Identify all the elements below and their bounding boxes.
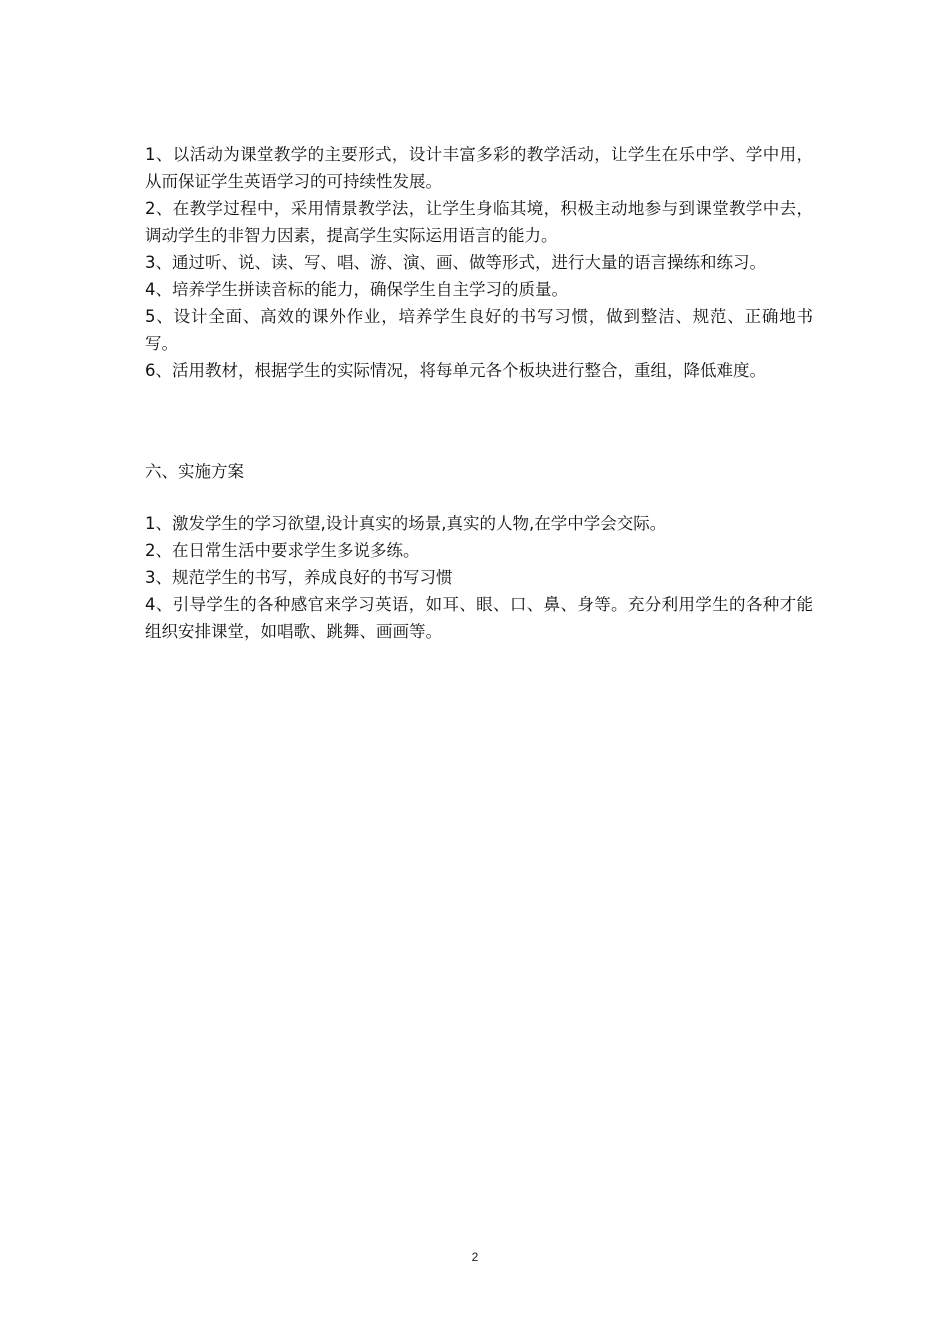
methods-item-5: 5、设计全面、高效的课外作业，培养学生良好的书写习惯，做到整洁、规范、正确地书写。 [145,307,813,353]
implementation-item-4: 4、引导学生的各种感官来学习英语，如耳、眼、口、鼻、身等。充分利用学生的各种才能组织安排课堂，如唱歌、跳舞、画画等。 [145,595,813,641]
methods-list [145,141,813,384]
implementation-item-1: 1、激发学生的学习欲望,设计真实的场景,真实的人物,在学中学会交际。 [145,514,667,533]
implementation-list [145,510,813,645]
methods-item-1: 1、以活动为课堂教学的主要形式，设计丰富多彩的教学活动，让学生在乐中学、学中用，从而保证学生英语学习的可持续性发展。 [145,145,813,191]
methods-item-6: 6、活用教材，根据学生的实际情况，将每单元各个板块进行整合，重组，降低难度。 [145,361,766,380]
page-number: 2 [471,1250,479,1264]
methods-item-4: 4、培养学生拼读音标的能力，确保学生自主学习的质量。 [145,280,568,299]
section-heading-implementation: 六、实施方案 [145,462,244,481]
methods-item-3: 3、通过听、说、读、写、唱、游、演、画、做等形式，进行大量的语言操练和练习。 [145,253,766,272]
methods-item-2: 2、在教学过程中，采用情景教学法，让学生身临其境，积极主动地参与到课堂教学中去，调动学生的非智力因素，提高学生实际运用语言的能力。 [145,199,813,245]
implementation-item-3: 3、规范学生的书写，养成良好的书写习惯 [145,568,453,587]
implementation-item-2: 2、在日常生活中要求学生多说多练。 [145,541,420,560]
